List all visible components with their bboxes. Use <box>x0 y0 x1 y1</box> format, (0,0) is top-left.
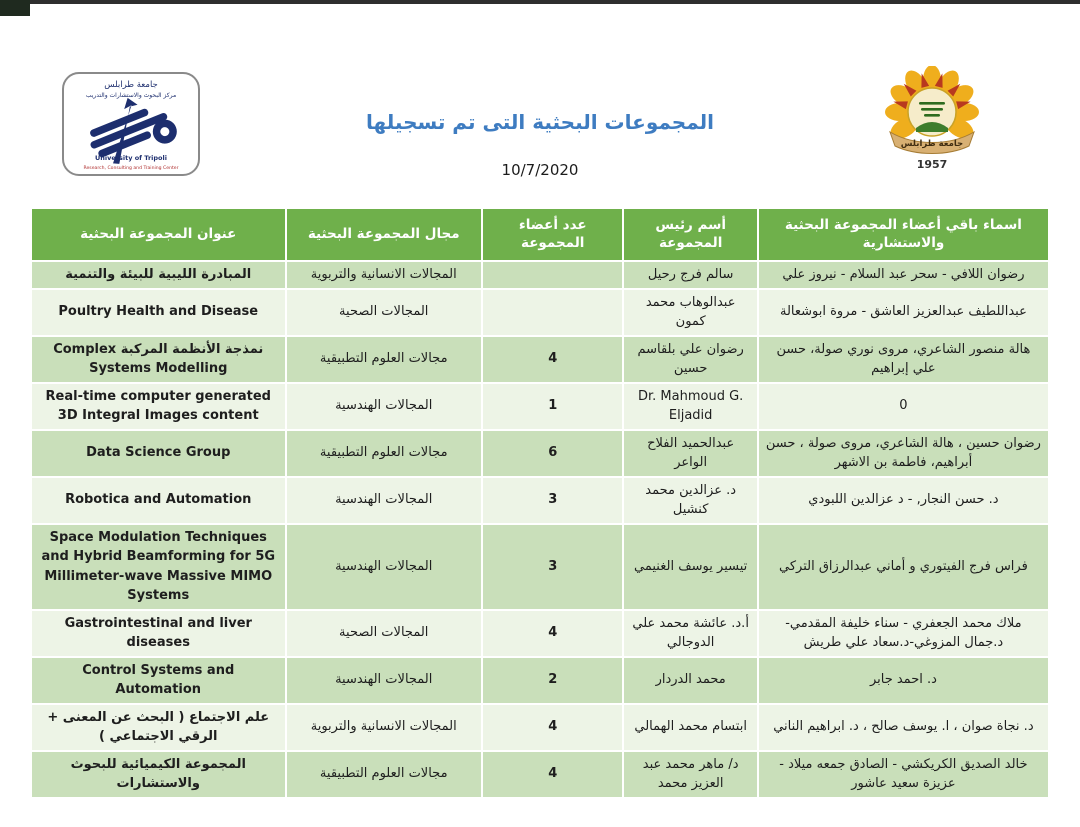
cell-other-members: 0 <box>758 383 1049 430</box>
header-group-field: مجال المجموعة البحثية <box>286 208 482 261</box>
cell-member-count: 3 <box>482 477 624 524</box>
cell-group-head: تيسير يوسف الغنيمي <box>623 524 757 610</box>
table-row <box>31 336 1049 383</box>
cell-group-field: مجالات العلوم التطبيقية <box>286 430 482 477</box>
rctc-english-subname: Research, Consulting and Training Center <box>83 166 179 171</box>
table-row <box>31 524 1049 610</box>
rctc-arabic-name: جامعة طرابلس <box>104 80 158 90</box>
cell-other-members: خالد الصديق الكريكشي - الصادق جمعه ميلاد - عزيزة سعيد عاشور <box>758 751 1049 798</box>
page-date: 10/7/2020 <box>501 161 579 179</box>
cell-other-members: عبداللطيف عبدالعزيز العاشق - مروة ابوشعالة <box>758 289 1049 336</box>
cell-group-title: نمذجة الأنظمة المركبة Complex Systems Modelling <box>31 336 286 383</box>
cell-group-field: المجالات الصحية <box>286 610 482 657</box>
cell-group-head: محمد الدردار <box>623 657 757 704</box>
title-block <box>240 110 840 179</box>
university-emblem <box>868 66 996 176</box>
header-group-head: أسم رئيس المجموعة <box>623 208 757 261</box>
cell-member-count: 4 <box>482 704 624 751</box>
rctc-arabic-subname: مركز البحوث والاستشارات والتدريب <box>85 92 177 99</box>
cell-other-members: د. احمد جابر <box>758 657 1049 704</box>
cell-group-field: مجالات العلوم التطبيقية <box>286 751 482 798</box>
cell-group-head: أ.د. عائشة محمد علي الدوجالي <box>623 610 757 657</box>
table-row <box>31 261 1049 289</box>
cell-member-count <box>482 289 624 336</box>
rctc-logo-icon <box>60 70 202 178</box>
cell-group-title: Control Systems and Automation <box>31 657 286 704</box>
table-row <box>31 430 1049 477</box>
cell-member-count: 1 <box>482 383 624 430</box>
cell-member-count: 4 <box>482 610 624 657</box>
cell-group-title: علم الاجتماع ( البحث عن المعنى + الرقي الاجتماعي ) <box>31 704 286 751</box>
table-row <box>31 289 1049 336</box>
cell-group-head: سالم فرج رحيل <box>623 261 757 289</box>
table-row <box>31 610 1049 657</box>
cell-group-field: المجالات الهندسية <box>286 524 482 610</box>
table-row <box>31 657 1049 704</box>
cell-member-count: 3 <box>482 524 624 610</box>
cell-group-field: المجالات الصحية <box>286 289 482 336</box>
cell-group-title: المبادرة الليبية للبيئة والتنمية <box>31 261 286 289</box>
emblem-banner-text: جامعة طرابلس <box>900 139 964 149</box>
header-member-count: عدد أعضاء المجموعة <box>482 208 624 261</box>
header-other-members: اسماء باقي أعضاء المجموعة البحثية والاستشارية <box>758 208 1049 261</box>
cell-group-head: رضوان علي بلقاسم حسين <box>623 336 757 383</box>
cell-group-field: المجالات الانسانية والتربوية <box>286 261 482 289</box>
cell-other-members: ملاك محمد الجعفري - سناء خليفة المقدمي- د.جمال المزوغي-د.سعاد علي طريش <box>758 610 1049 657</box>
cell-group-head: د. عزالدين محمد كنشيل <box>623 477 757 524</box>
cell-member-count: 6 <box>482 430 624 477</box>
cell-group-field: المجالات الهندسية <box>286 477 482 524</box>
research-groups-table <box>30 207 1050 799</box>
table-row <box>31 704 1049 751</box>
cell-member-count: 4 <box>482 336 624 383</box>
cell-group-title: Data Science Group <box>31 430 286 477</box>
cell-group-title: Robotica and Automation <box>31 477 286 524</box>
cell-group-field: مجالات العلوم التطبيقية <box>286 336 482 383</box>
cell-other-members: فراس فرج الفيتوري و أماني عبدالرزاق التركي <box>758 524 1049 610</box>
cell-group-title: المجموعة الكيميائية للبحوث والاستشارات <box>31 751 286 798</box>
university-emblem-icon <box>868 66 996 176</box>
cell-other-members: د. حسن النجار, - د عزالدين اللبودي <box>758 477 1049 524</box>
cell-other-members: هالة منصور الشاعري، مروى نوري صولة، حسن علي إبراهيم <box>758 336 1049 383</box>
table-row <box>31 751 1049 798</box>
cell-group-field: المجالات الانسانية والتربوية <box>286 704 482 751</box>
cell-group-head: عبدالوهاب محمد كمون <box>623 289 757 336</box>
cell-member-count: 2 <box>482 657 624 704</box>
rctc-english-name: University of Tripoli <box>95 154 167 162</box>
cell-other-members: د. نجاة صوان ، ا. يوسف صالح ، د. ابراهيم الناني <box>758 704 1049 751</box>
cell-group-head: د/ ماهر محمد عبد العزيز محمد <box>623 751 757 798</box>
table-row <box>31 383 1049 430</box>
cell-other-members: رضوان حسين ، هالة الشاعري، مروى صولة ، حسن أبراهيم، فاطمة بن الاشهر <box>758 430 1049 477</box>
cell-other-members: رضوان اللافي - سحر عبد السلام - نيروز علي <box>758 261 1049 289</box>
emblem-year: 1957 <box>916 158 948 171</box>
table-row <box>31 477 1049 524</box>
cell-member-count: 4 <box>482 751 624 798</box>
top-left-corner-artifact <box>0 0 30 16</box>
cell-group-head: Dr. Mahmoud G. Eljadid <box>623 383 757 430</box>
cell-group-field: المجالات الهندسية <box>286 383 482 430</box>
research-groups-table-wrap <box>30 207 1050 799</box>
cell-member-count <box>482 261 624 289</box>
table-header-row <box>31 208 1049 261</box>
cell-group-title: Gastrointestinal and liver diseases <box>31 610 286 657</box>
header-group-title: عنوان المجموعة البحثية <box>31 208 286 261</box>
cell-group-head: ابتسام محمد الهمالي <box>623 704 757 751</box>
rctc-logo <box>60 70 202 178</box>
cell-group-title: Real-time computer generated 3D Integral Images content <box>31 383 286 430</box>
page-title: المجموعات البحثية التى تم تسجيلها <box>366 110 714 134</box>
top-border-line <box>0 0 1080 4</box>
cell-group-title: Space Modulation Techniques and Hybrid Beamforming for 5G Millimeter-wave Massive MIMO Systems <box>31 524 286 610</box>
cell-group-field: المجالات الهندسية <box>286 657 482 704</box>
cell-group-title: Poultry Health and Disease <box>31 289 286 336</box>
cell-group-head: عبدالحميد الفلاح الواعر <box>623 430 757 477</box>
